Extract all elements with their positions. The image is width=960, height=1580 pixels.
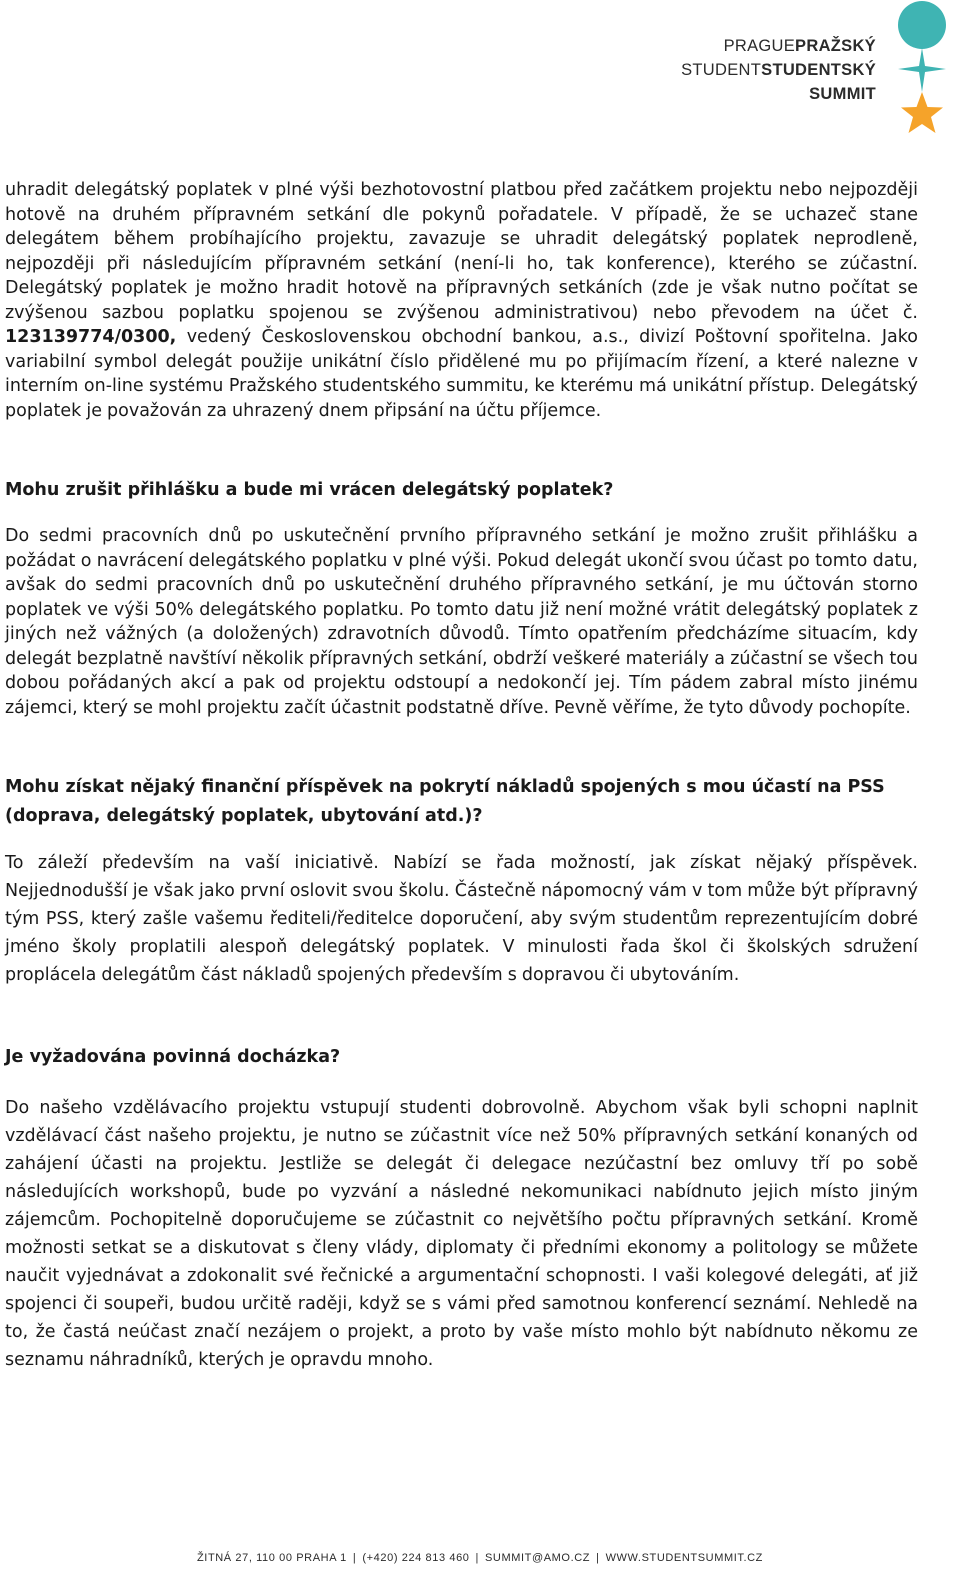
logo-teal-star-icon	[898, 48, 946, 92]
intro-paragraph	[5, 178, 918, 423]
footer-separator: |	[352, 1552, 357, 1564]
bank-account-number: 123139774/0300,	[5, 327, 177, 347]
logo-prague: PRAGUE	[723, 37, 796, 55]
answer-paragraph: Do našeho vzdělávacího projektu vstupují studenti dobrovolně. Abychom však byli schopni naplnit vzdělávací část našeho projektu, je nutno se zúčastnit více než 50% přípravných setkání konaných od zahájení účasti na projektu. Jestliže se delegát či delegace nezúčastní bez omluvy tří po sobě následujících workshopů, bude po vyzvání a následné nekomunikaci nabídnuto jejich místo jiným zájemcům. Pochopitelně doporučujeme se zúčastnit co největšího počtu přípravných setkání. Kromě možnosti setkat se a diskutovat s členy vlády, diplomaty či předními ekonomy a politology se můžete naučit vyjednávat a zdokonalit své řečnické a argumentační schopnosti. I vaši kolegové delegáti, ať již spojenci či soupeři, budou určitě raději, když se s vámi před samotnou konferencí seznámí. Nehledě na to, že častá neúčast značí nezájem o projekt, a proto by vaše místo mohlo být nabídnuto někomu ze seznamu náhradníků, kterých je opravdu mnoho.	[5, 1098, 918, 1370]
footer-separator: |	[475, 1552, 479, 1564]
question-heading: Je vyžadována povinná docházka?	[5, 1047, 341, 1067]
logo-orange-star-icon	[901, 92, 943, 133]
footer-separator: |	[596, 1552, 600, 1564]
logo-studentsky: STUDENTSKÝ	[761, 61, 876, 79]
intro-text-b: vedený Československou obchodní bankou, a.s., divizí Poštovní spořitelna. Jako variabilní symbol delegát použije unikátní číslo přidělené mu po přijímacím řízení, a které nalezne v interním on-line systému Pražského studentského summitu, ke kterému má unikátní přístup. Delegátský poplatek je považován za uhrazený dnem připsání na účtu příjemce.	[5, 327, 918, 421]
summit-logo	[660, 0, 960, 140]
logo-student: STUDENT	[681, 61, 762, 79]
question-heading: Mohu získat nějaký finanční příspěvek na pokrytí nákladů spojených s mou účastí na PSS (doprava, delegátský poplatek, ubytování atd.)?	[5, 777, 885, 826]
footer-email: SUMMIT@AMO.CZ	[484, 1552, 591, 1564]
footer-website: WWW.STUDENTSUMMIT.CZ	[605, 1552, 764, 1564]
answer-paragraph: Do sedmi pracovních dnů po uskutečnění prvního přípravného setkání je možno zrušit přihlášku a požádat o navrácení delegátského poplatku v plné výši. Pokud delegát ukončí svou účast po tomto datu, avšak do sedmi pracovních dnů po uskutečnění druhého přípravného setkání, je mu účtován storno poplatek ve výši 50% delegátského poplatku. Po tomto datu již není možné vrátit delegátský poplatek z jiných než vážných (a doložených) zdravotních důvodů. Tímto opatřením předcházíme situacím, kdy delegát bezplatně navštíví několik přípravných setkání, obdrží veškeré materiály a zúčastní se všech tou dobou pořádaných akcí a pak od projektu odstoupí a nedokončí jej. Tím pádem zabral místo jinému zájemci, který se mohl projektu začít účastnit podstatně dříve. Pevně věříme, že tyto důvody pochopíte.	[5, 526, 918, 718]
footer-phone: (+420) 224 813 460	[362, 1552, 470, 1564]
logo-prazsky: PRAŽSKÝ	[795, 37, 876, 55]
document-body	[5, 178, 918, 1374]
logo-wordmark	[681, 34, 876, 106]
footer-address: ŽITNÁ 27, 110 00 PRAHA 1	[196, 1552, 347, 1564]
logo-emblem-icon	[892, 0, 958, 138]
logo-circle-icon	[898, 1, 946, 49]
question-heading: Mohu zrušit přihlášku a bude mi vrácen delegátský poplatek?	[5, 480, 614, 500]
logo-summit: SUMMIT	[809, 85, 876, 103]
answer-paragraph: To záleží především na vaší iniciativě. Nabízí se řada možností, jak získat nějaký příspěvek. Nejjednodušší je však jako první oslovit svou školu. Částečně nápomocný vám v tom může být přípravný tým PSS, který zašle vašemu řediteli/ředitelce doporučení, aby svým studentům reprezentujícím dobré jméno školy proplatili alespoň delegátský poplatek. V minulosti řada škol či školských sdružení proplácela delegátům část nákladů spojených především s dopravou či ubytováním.	[5, 853, 918, 985]
intro-text-a: uhradit delegátský poplatek v plné výši bezhotovostní platbou před začátkem projektu nebo nejpozději hotově na druhém přípravném setkání dle pokynů pořadatele. V případě, že se uchazeč stane delegátem během probíhajícího projektu, zavazuje se uhradit delegátský poplatek neprodleně, nejpozději při následujícím přípravném setkání (není-li ho, tak konference), kterého se zúčastní. Delegátský poplatek je možno hradit hotově na přípravných setkáních (zde je však nutno počítat se zvýšenou sazbou poplatku spojenou se zvýšenou administrativou) nebo převodem na účet č.	[5, 180, 918, 323]
page-footer	[0, 1552, 960, 1564]
